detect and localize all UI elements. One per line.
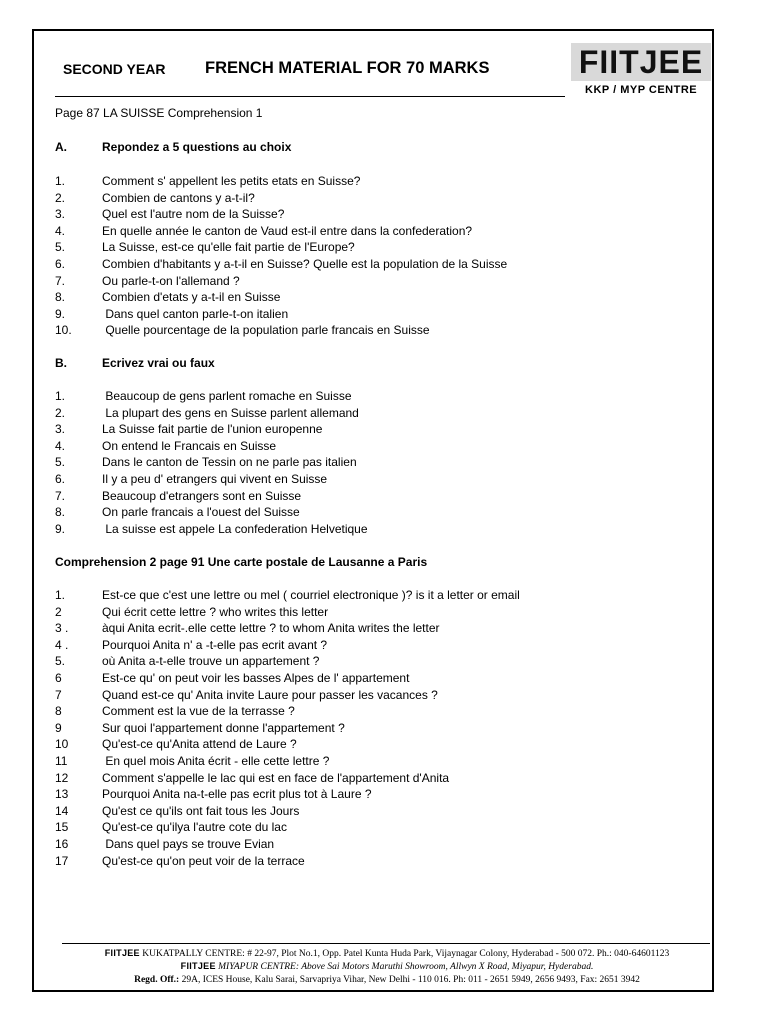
statement-b-number: 9. (55, 521, 66, 536)
section-a-letter: A. (55, 140, 67, 154)
question-c-number: 2 (55, 604, 62, 619)
header-year: SECOND YEAR (63, 61, 166, 77)
statement-b-number: 7. (55, 488, 66, 503)
question-c-text: où Anita a-t-elle trouve un appartement ? (102, 654, 320, 669)
statement-b-number: 6. (55, 472, 66, 486)
question-c-text: Comment s'appelle le lac qui est en face de l'appartement d'Anita (102, 770, 450, 785)
question-a-number: 6. (55, 257, 66, 271)
page-reference: Page 87 LA SUISSE Comprehension 1 (55, 106, 263, 120)
question-a-number: 9. (55, 306, 66, 321)
question-a-number: 7. (55, 273, 66, 288)
question-c-number: 14 (55, 803, 69, 818)
question-c-number: 4 . (55, 637, 69, 652)
question-c-text: Qu'est-ce qu'Anita attend de Laure ? (102, 737, 297, 752)
header-rule (55, 96, 565, 97)
question-c-text: Pourquoi Anita na-t-elle pas ecrit plus tot à Laure ? (102, 787, 372, 802)
question-c-text: Qu'est ce qu'ils ont fait tous les Jours (102, 803, 300, 818)
question-a-number: 5. (55, 240, 66, 255)
page-title: FRENCH MATERIAL FOR 70 MARKS (205, 59, 490, 77)
question-c-number: 13 (55, 787, 69, 802)
statement-b-number: 3. (55, 422, 66, 437)
question-c-number: 9 (55, 720, 62, 735)
question-c-number: 10 (55, 737, 69, 752)
statement-b-number: 2. (55, 405, 66, 420)
question-a-number: 2. (55, 190, 66, 205)
question-c-number: 16 (55, 837, 69, 851)
statement-b-text: La suisse est appele La confederation Helvetique (102, 521, 368, 536)
question-a-number: 4. (55, 223, 66, 238)
fiitjee-logo-text: FIITJEE (578, 44, 704, 80)
statement-b-number: 8. (55, 505, 66, 520)
footer-miyapur: MIYAPUR CENTRE: Above Sai Motors Maruthi Showroom, Allwyn X Road, Miyapur, Hyderabad. (218, 962, 594, 972)
footer-logo: FIITJEE (104, 948, 140, 958)
question-c-number: 11 (55, 754, 68, 768)
statement-b-number: 5. (55, 455, 66, 470)
question-c-number: 3 . (55, 621, 69, 636)
statement-b-text: On entend le Francais en Suisse (102, 438, 277, 453)
section-b-heading: Ecrivez vrai ou faux (102, 356, 215, 370)
footer-kukatpally: KUKATPALLY CENTRE: # 22-97, Plot No.1, Opp. Patel Kunta Huda Park, Vijaynagar Colony, Hyderabad - 500 072. Ph.: 040-64601123 (142, 949, 670, 959)
question-c-number: 15 (55, 820, 69, 835)
question-c-text: Sur quoi l'appartement donne l'appartement ? (102, 720, 345, 735)
statement-b-number: 4. (55, 438, 66, 453)
footer-regd-label: Regd. Off.: (134, 975, 180, 985)
question-a-text: Combien de cantons y a-t-il? (102, 190, 255, 205)
question-c-number: 8 (55, 704, 62, 719)
footer-line-2 (55, 961, 719, 972)
footer-regd-office: 29A, ICES House, Kalu Sarai, Sarvapriya Vihar, New Delhi - 110 016. Ph: 011 - 2651 5949, 2656 9493, Fax: 2651 3942 (179, 975, 640, 985)
question-c-number: 6 (55, 671, 62, 685)
statement-b-text: On parle francais a l'ouest del Suisse (102, 505, 300, 520)
footer-logo: FIITJEE (180, 961, 216, 971)
question-a-text: Quelle pourcentage de la population parle francais en Suisse (102, 323, 430, 338)
question-a-number: 8. (55, 290, 66, 305)
question-c-text: Dans quel pays se trouve Evian (102, 837, 275, 851)
question-a-text: Dans quel canton parle-t-on italien (102, 306, 289, 321)
section-b-letter: B. (55, 356, 67, 370)
question-c-number: 12 (55, 770, 69, 785)
question-c-number: 17 (55, 853, 69, 868)
question-c-number: 7 (55, 687, 62, 702)
question-a-text: Combien d'etats y a-t-il en Suisse (102, 290, 281, 305)
question-c-text: En quel mois Anita écrit - elle cette lettre ? (102, 754, 330, 768)
question-c-text: Comment est la vue de la terrasse ? (102, 704, 295, 719)
footer-rule (62, 943, 710, 944)
question-c-text: àqui Anita ecrit-.elle cette lettre ? to whom Anita writes the letter (102, 621, 440, 636)
question-c-text: Qui écrit cette lettre ? who writes this letter (102, 604, 329, 619)
question-a-text: En quelle année le canton de Vaud est-il entre dans la confederation? (102, 223, 473, 238)
question-a-number: 1. (55, 174, 66, 188)
statement-b-text: Beaucoup de gens parlent romache en Suisse (102, 389, 352, 403)
footer-line-1 (55, 948, 719, 959)
statement-b-text: Il y a peu d' etrangers qui vivent en Suisse (102, 472, 328, 486)
statement-b-text: La Suisse fait partie de l'union europenne (102, 422, 323, 437)
question-a-text: La Suisse, est-ce qu'elle fait partie de l'Europe? (102, 240, 355, 255)
question-a-text: Combien d'habitants y a-t-il en Suisse? Quelle est la population de la Suisse (102, 257, 508, 271)
question-c-number: 5. (55, 654, 66, 669)
footer-line-3 (55, 975, 719, 985)
question-a-number: 3. (55, 207, 66, 222)
question-c-text: Qu'est-ce qu'ilya l'autre cote du lac (102, 820, 287, 835)
question-a-text: Quel est l'autre nom de la Suisse? (102, 207, 285, 222)
statement-b-text: La plupart des gens en Suisse parlent allemand (102, 405, 359, 420)
question-c-text: Est-ce que c'est une lettre ou mel ( courriel electronique )? is it a letter or email (102, 588, 520, 602)
question-c-text: Qu'est-ce qu'on peut voir de la terrace (102, 853, 305, 868)
question-c-number: 1. (55, 588, 66, 602)
question-a-text: Comment s' appellent les petits etats en Suisse? (102, 174, 361, 188)
question-c-text: Pourquoi Anita n' a -t-elle pas ecrit avant ? (102, 637, 328, 652)
statement-b-number: 1. (55, 389, 66, 403)
question-a-text: Ou parle-t-on l'allemand ? (102, 273, 240, 288)
statement-b-text: Beaucoup d'etrangers sont en Suisse (102, 488, 302, 503)
question-a-number: 10. (55, 323, 72, 338)
section-a-heading: Repondez a 5 questions au choix (102, 140, 292, 154)
statement-b-text: Dans le canton de Tessin on ne parle pas italien (102, 455, 357, 470)
centre-name: KKP / MYP CENTRE (585, 84, 698, 96)
question-c-text: Quand est-ce qu' Anita invite Laure pour passer les vacances ? (102, 687, 438, 702)
comprehension-2-heading: Comprehension 2 page 91 Une carte postale de Lausanne a Paris (55, 555, 428, 569)
fiitjee-logo (571, 43, 711, 81)
question-c-text: Est-ce qu' on peut voir les basses Alpes de l' appartement (102, 671, 410, 685)
